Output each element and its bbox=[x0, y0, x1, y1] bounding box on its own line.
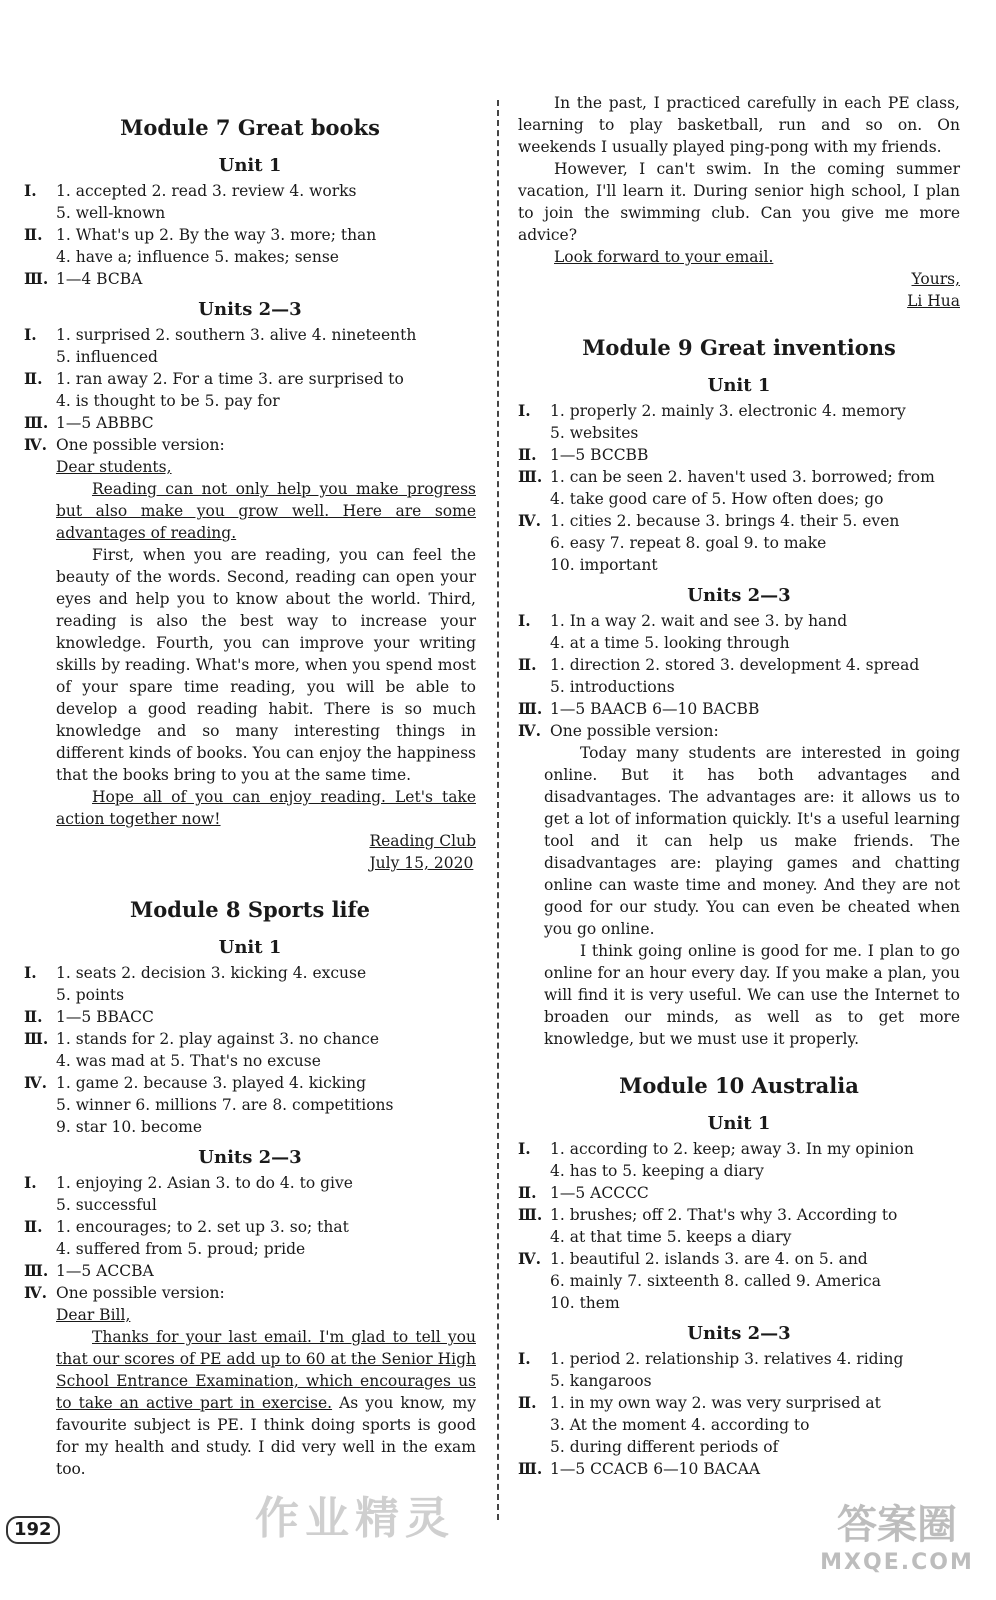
answer-line: 4. at that time 5. keeps a diary bbox=[550, 1228, 792, 1246]
answer-line: 1. properly 2. mainly 3. electronic 4. memory bbox=[550, 402, 906, 420]
answer-line: 4. suffered from 5. proud; pride bbox=[56, 1240, 306, 1258]
roman-numeral: Ⅲ. bbox=[518, 467, 543, 486]
answer-line: 4. was mad at 5. That's no excuse bbox=[56, 1052, 321, 1070]
answer-line: 10. important bbox=[550, 556, 658, 574]
answer-line: 9. star 10. become bbox=[56, 1118, 203, 1136]
answer-line: 1. game 2. because 3. played 4. kicking bbox=[56, 1074, 367, 1092]
answer-line: 1. stands for 2. play against 3. no chance bbox=[56, 1030, 380, 1048]
answer-line: 1—5 ABBBC bbox=[56, 414, 154, 432]
essay-greeting: Dear students, bbox=[56, 458, 172, 476]
answer-line: 1—5 CCACB 6—10 BACAA bbox=[550, 1460, 761, 1478]
answer-line: 1—5 ACCBA bbox=[56, 1262, 154, 1280]
answer-line: 1. in my own way 2. was very surprised at bbox=[550, 1394, 881, 1412]
essay-paragraph: Reading can not only help you make progress but also make you grow well. Here are some advantages of reading. bbox=[56, 480, 476, 542]
answer-line: 1. enjoying 2. Asian 3. to do 4. to give bbox=[56, 1174, 353, 1192]
m7-u1-section-2 bbox=[24, 224, 476, 268]
answer-line: 1—5 BBACC bbox=[56, 1008, 154, 1026]
m7-unit1-title: Unit 1 bbox=[218, 155, 282, 176]
answer-line: 1. In a way 2. wait and see 3. by hand bbox=[550, 612, 848, 630]
answer-line: 10. them bbox=[550, 1294, 620, 1312]
essay-underlined: Thanks for your last email. I'm glad to tell you that our scores of PE add up to 60 at the Senior High School Entrance Examination, which encourages us to take an active part in exercise. bbox=[56, 1328, 476, 1412]
m9-u23-section-3 bbox=[518, 698, 960, 720]
answer-line: One possible version: bbox=[550, 722, 719, 740]
answer-line: 1—4 BCBA bbox=[56, 270, 143, 288]
answer-line: 1. accepted 2. read 3. review 4. works bbox=[56, 182, 357, 200]
essay-paragraph: However, I can't swim. In the coming summer vacation, I'll learn it. During senior high school, I plan to join the swimming club. Can you give me more advice? bbox=[518, 160, 960, 244]
essay-signature bbox=[518, 268, 960, 312]
m8-u23-section-4 bbox=[24, 1282, 476, 1304]
roman-numeral: Ⅱ. bbox=[518, 445, 537, 464]
m7-u23-section-2 bbox=[24, 368, 476, 412]
m8-u23-section-3 bbox=[24, 1260, 476, 1282]
roman-numeral: Ⅰ. bbox=[24, 325, 37, 344]
m9-u23-section-1 bbox=[518, 610, 960, 654]
logo-url: MXQE.COM bbox=[820, 1550, 974, 1575]
essay-signature bbox=[56, 830, 476, 874]
m7-essay bbox=[56, 456, 476, 874]
m10-units23-title: Units 2—3 bbox=[687, 1323, 791, 1344]
left-column bbox=[24, 92, 476, 1480]
roman-numeral: Ⅳ. bbox=[518, 1249, 541, 1268]
roman-numeral: Ⅲ. bbox=[24, 413, 49, 432]
roman-numeral: Ⅲ. bbox=[518, 699, 543, 718]
m8-unit1-title: Unit 1 bbox=[218, 937, 282, 958]
roman-numeral: Ⅳ. bbox=[518, 721, 541, 740]
m9-unit1-title: Unit 1 bbox=[707, 375, 771, 396]
m10-u1-section-1 bbox=[518, 1138, 960, 1182]
m8-u1-section-4 bbox=[24, 1072, 476, 1138]
signature-line: July 15, 2020 bbox=[369, 854, 474, 872]
m7-u23-section-1 bbox=[24, 324, 476, 368]
answer-line: 5. winner 6. millions 7. are 8. competitions bbox=[56, 1096, 394, 1114]
watermark-text: 作业精灵 bbox=[255, 1493, 455, 1544]
roman-numeral: Ⅰ. bbox=[24, 963, 37, 982]
essay-text: As you know, my favourite subject is PE. I think doing sports is good for my health and study. I did very well in the exam too. bbox=[56, 1394, 476, 1478]
m8-u1-section-2 bbox=[24, 1006, 476, 1028]
m10-u23-section-2 bbox=[518, 1392, 960, 1458]
answer-line: 1. brushes; off 2. That's why 3. According to bbox=[550, 1206, 898, 1224]
module-7-title: Module 7 Great books bbox=[120, 115, 380, 140]
answer-line: 5. points bbox=[56, 986, 125, 1004]
answer-line: 1. ran away 2. For a time 3. are surprised to bbox=[56, 370, 404, 388]
answer-line: One possible version: bbox=[56, 436, 225, 454]
roman-numeral: Ⅱ. bbox=[24, 369, 43, 388]
m10-u1-section-2 bbox=[518, 1182, 960, 1204]
answer-line: 1. according to 2. keep; away 3. In my opinion bbox=[550, 1140, 914, 1158]
answer-line: 4. at a time 5. looking through bbox=[550, 634, 790, 652]
m9-u23-section-2 bbox=[518, 654, 960, 698]
essay-paragraph: Today many students are interested in going online. But it has both advantages and disadvantages. The advantages are: it allows us to get a lot of information quickly. It's a useful learning tool and it can help us make friends. The disadvantages are: playing games and chatting online can waste time and money. And they are not good for our study. You can even be cheated when you go online. bbox=[544, 744, 960, 938]
answer-line: 1—5 BAACB 6—10 BACBB bbox=[550, 700, 760, 718]
answer-line: 1. surprised 2. southern 3. alive 4. nineteenth bbox=[56, 326, 417, 344]
roman-numeral: Ⅳ. bbox=[24, 1073, 47, 1092]
m9-u1-section-3 bbox=[518, 466, 960, 510]
m7-u23-section-3 bbox=[24, 412, 476, 434]
answer-line: 5. websites bbox=[550, 424, 639, 442]
essay-paragraph: Look forward to your email. bbox=[554, 248, 774, 266]
roman-numeral: Ⅰ. bbox=[518, 611, 531, 630]
m9-essay bbox=[544, 742, 960, 1050]
answer-line: 4. take good care of 5. How often does; go bbox=[550, 490, 884, 508]
answer-line: 5. during different periods of bbox=[550, 1438, 779, 1456]
answer-line: 6. mainly 7. sixteenth 8. called 9. America bbox=[550, 1272, 881, 1290]
answer-line: 3. At the moment 4. according to bbox=[550, 1416, 810, 1434]
roman-numeral: Ⅳ. bbox=[24, 435, 47, 454]
roman-numeral: Ⅰ. bbox=[24, 1173, 37, 1192]
roman-numeral: Ⅰ. bbox=[518, 1139, 531, 1158]
m10-u1-section-3 bbox=[518, 1204, 960, 1248]
roman-numeral: Ⅰ. bbox=[518, 1349, 531, 1368]
m10-u23-section-3 bbox=[518, 1458, 960, 1480]
answer-line: 1. beautiful 2. islands 3. are 4. on 5. and bbox=[550, 1250, 868, 1268]
m10-u23-section-1 bbox=[518, 1348, 960, 1392]
signature-line: Reading Club bbox=[369, 832, 476, 850]
module-10-title: Module 10 Australia bbox=[619, 1073, 859, 1098]
roman-numeral: Ⅱ. bbox=[24, 1217, 43, 1236]
roman-numeral: Ⅲ. bbox=[24, 269, 49, 288]
logo-text: 答案圈 bbox=[837, 1502, 957, 1548]
m8-u1-section-3 bbox=[24, 1028, 476, 1072]
answer-line: 1. can be seen 2. haven't used 3. borrowed; from bbox=[550, 468, 935, 486]
essay-paragraph: Hope all of you can enjoy reading. Let's take action together now! bbox=[56, 788, 476, 828]
essay-paragraph: In the past, I practiced carefully in each PE class, learning to play basketball, run and so on. On weekends I usually played ping-pong with my friends. bbox=[518, 94, 960, 156]
roman-numeral: Ⅳ. bbox=[518, 511, 541, 530]
m7-u1-section-1 bbox=[24, 180, 476, 224]
answer-line: 5. well-known bbox=[56, 204, 166, 222]
answer-line: 1. direction 2. stored 3. development 4. spread bbox=[550, 656, 920, 674]
column-divider bbox=[497, 100, 499, 1520]
essay-paragraph: First, when you are reading, you can feel the beauty of the words. Second, reading can open your eyes and help you to know about the world. Third, reading is also the best way to increase your knowledge. Fourth, you can improve your writing skills by reading. What's more, when you spend most of your spare time reading, you will be able to develop a good reading habit. There is so much knowledge and so many interesting things in different kinds of books. You can enjoy the happiness that the books bring to you at the same time. bbox=[56, 546, 476, 784]
answer-line: 4. is thought to be 5. pay for bbox=[56, 392, 280, 410]
roman-numeral: Ⅱ. bbox=[518, 1183, 537, 1202]
roman-numeral: Ⅱ. bbox=[24, 1007, 43, 1026]
page-number: 192 bbox=[6, 1516, 60, 1544]
roman-numeral: Ⅰ. bbox=[24, 181, 37, 200]
m8-u23-section-1 bbox=[24, 1172, 476, 1216]
m9-u1-section-4 bbox=[518, 510, 960, 576]
module-9-title: Module 9 Great inventions bbox=[582, 335, 896, 360]
answer-line: 1. cities 2. because 3. brings 4. their 5. even bbox=[550, 512, 900, 530]
m7-units23-title: Units 2—3 bbox=[198, 299, 302, 320]
answer-line: 1. What's up 2. By the way 3. more; than bbox=[56, 226, 377, 244]
site-logo bbox=[812, 1500, 982, 1590]
answer-line: 4. has to 5. keeping a diary bbox=[550, 1162, 764, 1180]
m10-u1-section-4 bbox=[518, 1248, 960, 1314]
m8-essay bbox=[56, 1304, 476, 1480]
roman-numeral: Ⅱ. bbox=[24, 225, 43, 244]
answer-line: 5. kangaroos bbox=[550, 1372, 652, 1390]
m9-u1-section-1 bbox=[518, 400, 960, 444]
m8-u1-section-1 bbox=[24, 962, 476, 1006]
roman-numeral: Ⅲ. bbox=[24, 1029, 49, 1048]
right-column bbox=[518, 92, 960, 1480]
essay-greeting: Dear Bill, bbox=[56, 1306, 131, 1324]
answer-line: 1—5 ACCCC bbox=[550, 1184, 649, 1202]
roman-numeral: Ⅱ. bbox=[518, 655, 537, 674]
m7-u1-section-3 bbox=[24, 268, 476, 290]
roman-numeral: Ⅲ. bbox=[518, 1459, 543, 1478]
m10-unit1-title: Unit 1 bbox=[707, 1113, 771, 1134]
signature-line: Li Hua bbox=[907, 292, 960, 310]
answer-line: One possible version: bbox=[56, 1284, 225, 1302]
signature-line: Yours, bbox=[911, 270, 960, 288]
roman-numeral: Ⅰ. bbox=[518, 401, 531, 420]
answer-line: 5. influenced bbox=[56, 348, 158, 366]
answer-line: 5. introductions bbox=[550, 678, 675, 696]
module-8-title: Module 8 Sports life bbox=[130, 897, 370, 922]
m8-u23-section-2 bbox=[24, 1216, 476, 1260]
answer-line: 6. easy 7. repeat 8. goal 9. to make bbox=[550, 534, 827, 552]
essay-paragraph bbox=[56, 1326, 476, 1480]
answer-line: 1. seats 2. decision 3. kicking 4. excuse bbox=[56, 964, 367, 982]
m9-units23-title: Units 2—3 bbox=[687, 585, 791, 606]
m7-u23-section-4 bbox=[24, 434, 476, 456]
roman-numeral: Ⅲ. bbox=[24, 1261, 49, 1280]
roman-numeral: Ⅳ. bbox=[24, 1283, 47, 1302]
roman-numeral: Ⅱ. bbox=[518, 1393, 537, 1412]
m9-u23-section-4 bbox=[518, 720, 960, 742]
answer-line: 5. successful bbox=[56, 1196, 157, 1214]
answer-line: 1. encourages; to 2. set up 3. so; that bbox=[56, 1218, 349, 1236]
answer-line: 1. period 2. relationship 3. relatives 4. riding bbox=[550, 1350, 904, 1368]
answer-line: 1—5 BCCBB bbox=[550, 446, 649, 464]
roman-numeral: Ⅲ. bbox=[518, 1205, 543, 1224]
essay-paragraph: I think going online is good for me. I plan to go online for an hour every day. If you make a plan, you will find it is very useful. We can use the Internet to broaden our minds, as well as to get more knowledge, but we must use it properly. bbox=[544, 942, 960, 1048]
m8-units23-title: Units 2—3 bbox=[198, 1147, 302, 1168]
answer-line: 4. have a; influence 5. makes; sense bbox=[56, 248, 339, 266]
m9-u1-section-2 bbox=[518, 444, 960, 466]
